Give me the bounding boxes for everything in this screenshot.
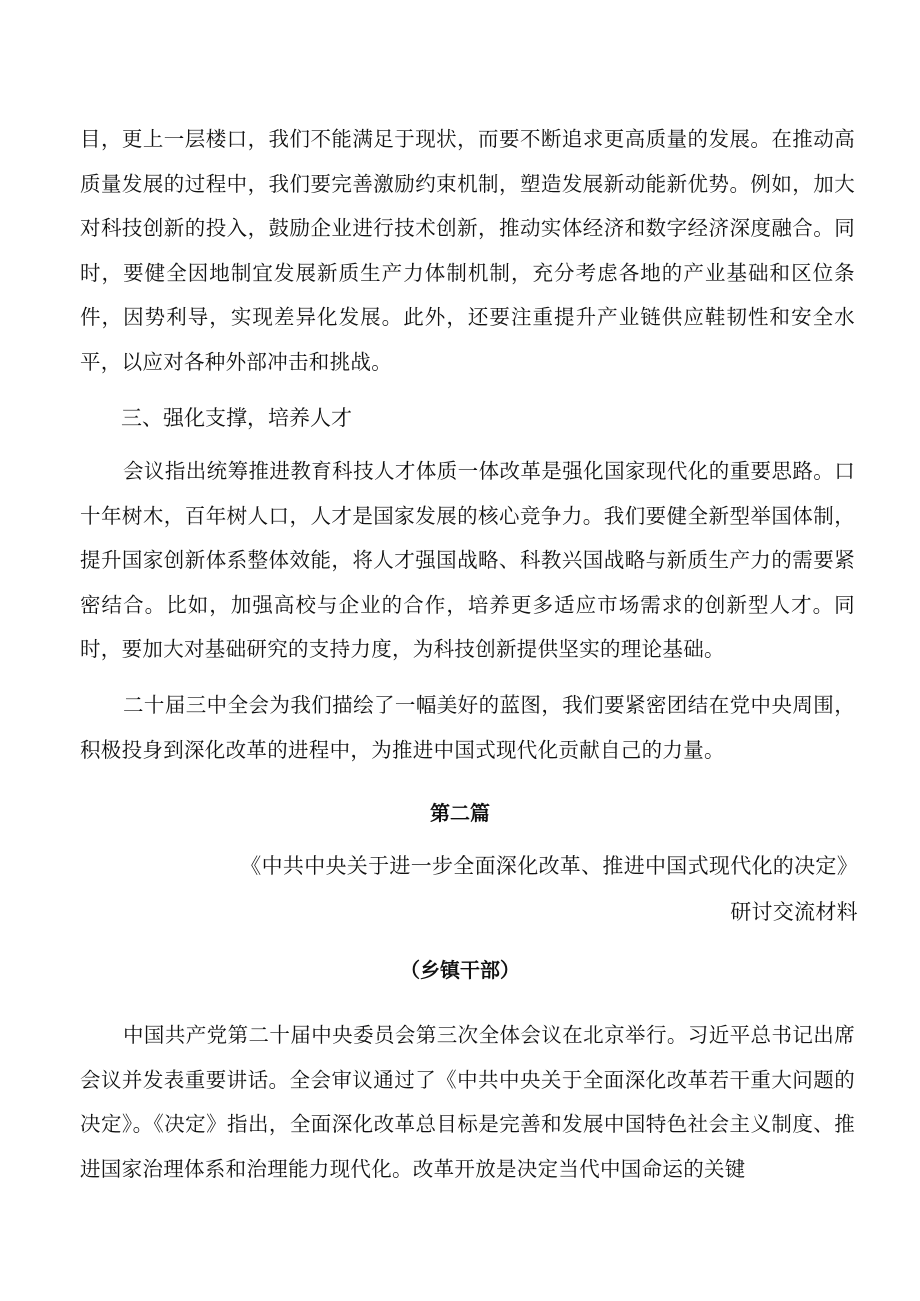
intro-paragraph: 中国共产党第二十届中央委员会第三次全体会议在北京举行。习近平总书记出席会议并发表重要讲话。全会审议通过了《中共中央关于全面深化改革若干重大问题的决定》。《决定》指出，全面深化改革总目标是完善和发展中国特色社会主义制度、推进国家治理体系和治理能力现代化。改革开放是决定当代中国命运的关键 xyxy=(80,1023,855,1181)
section-paragraph: 会议指出统筹推进教育科技人才体质一体改革是强化国家现代化的重要思路。口十年树木，百年树人口，人才是国家发展的核心竞争力。我们要健全新型举国体制，提升国家创新体系整体效能，将人才强国战略、科教兴国战略与新质生产力的需要紧密结合。比如，加强高校与企业的合作，培养更多适应市场需求的创新型人才。同时，要加大对基础研究的支持力度，为科技创新提供坚实的理论基础。 xyxy=(80,459,855,661)
author-label: （乡镇干部） xyxy=(400,958,520,982)
section-heading: 三、强化支撑，培养人才 xyxy=(121,406,352,430)
part-label: 第二篇 xyxy=(430,801,490,825)
top-paragraph: 目，更上一层楼口，我们不能满足于现状，而要不断追求更高质量的发展。在推动高质量发展的过程中，我们要完善激励约束机制，塑造发展新动能新优势。例如，加大对科技创新的投入，鼓励企业进行技术创新，推动实体经济和数字经济深度融合。同时，要健全因地制宜发展新质生产力体制机制，充分考虑各地的产业基础和区位条件，因势利导，实现差异化发展。此外，还要注重提升产业链供应鞋韧性和安全水平，以应对各种外部冲击和挑战。 xyxy=(80,127,855,374)
article-title-line2: 研讨交流材料 xyxy=(730,900,858,924)
article-title-line1: 《中共中央关于进一步全面深化改革、推进中国式现代化的决定》 xyxy=(240,854,858,878)
closing-paragraph: 二十届三中全会为我们描绘了一幅美好的蓝图，我们要紧密团结在党中央周围，积极投身到深化改革的进程中，为推进中国式现代化贡献自己的力量。 xyxy=(80,693,855,762)
